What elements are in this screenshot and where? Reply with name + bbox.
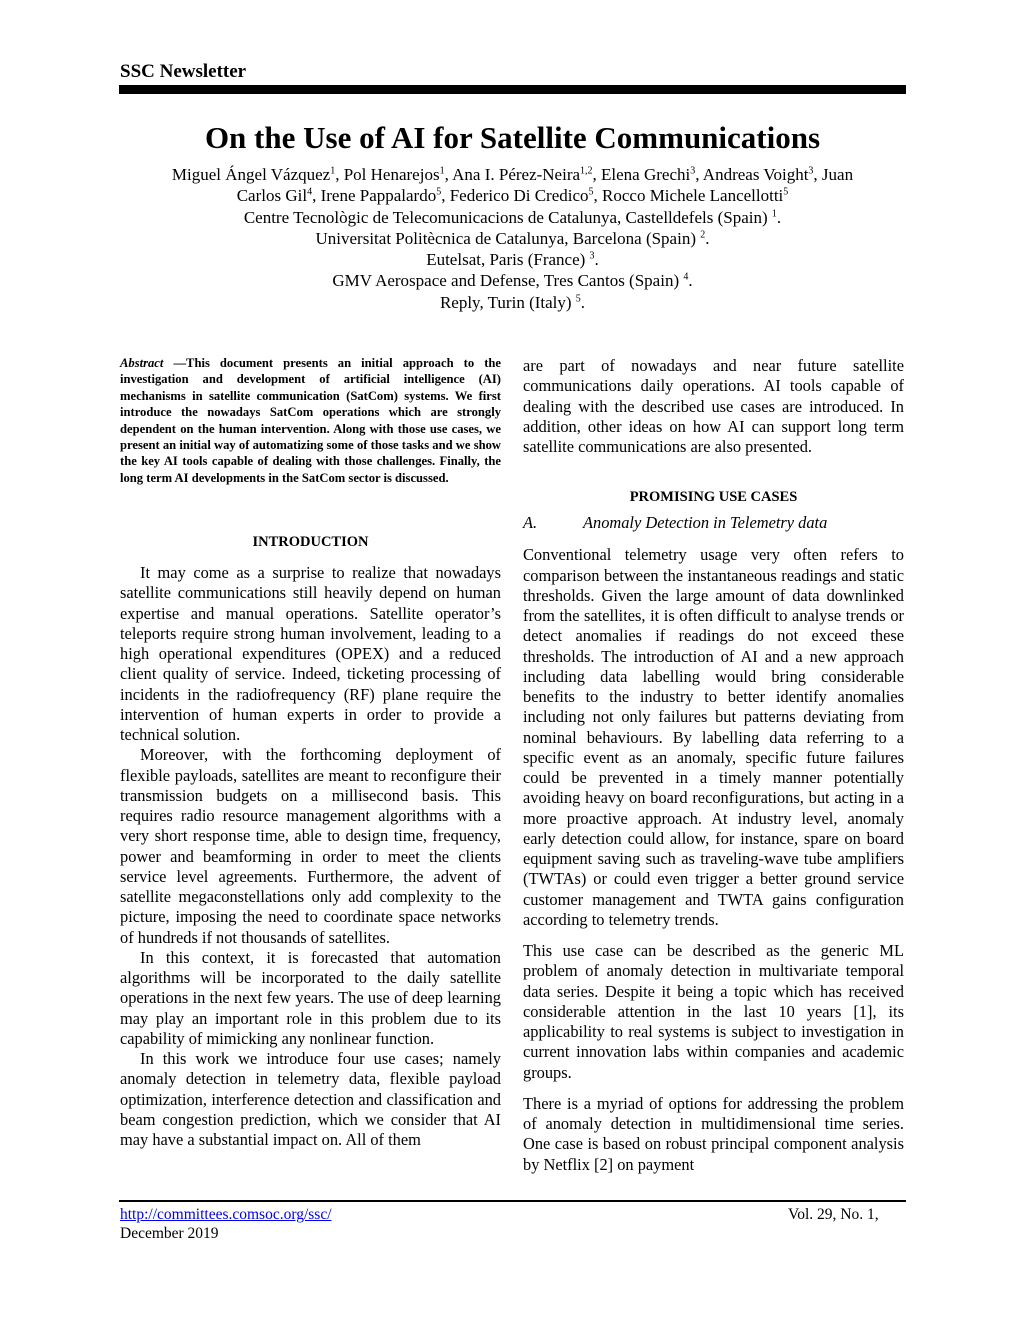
author-block [119,164,906,313]
issue-date: December 2019 [120,1225,219,1242]
body-paragraph: This use case can be described as the generic ML problem of anomaly detection in multivariate temporal data series. Despite it being a topic which has received considerable attention in the last 10 years [1], its applicability to real systems is subject to investigation in current innovation labs within companies and academic groups. [523,941,904,1082]
affiliation-end: . [688,271,693,291]
body-paragraph: are part of nowadays and near future satellite communications daily operations. AI tools capable of dealing with the described use cases are introduced. In addition, other ideas on how AI can support long term satellite communications are also presented. [523,356,904,456]
body-paragraph: Moreover, with the forthcoming deployment of flexible payloads, satellites are meant to reconfigure their transmission budgets on a millisecond basis. This requires radio resource management algorithms with a very short response time, able to design time, frequency, power and beamforming in order to meet the clients service level agreements. Furthermore, the advent of satellite megaconstellations only add complexity to the picture, imposing the need to coordinate space networks of hundreds if not thousands of satellites. [120,745,501,947]
affiliation-mark: 4 [683,271,689,283]
authors-line-2 [119,185,906,206]
affiliation-text: Universitat Politècnica de Catalunya, Barcelona (Spain) [315,228,701,248]
author-name: , Andreas Voight [695,165,809,184]
affiliation-mark: 1 [330,165,336,177]
affiliation-mark: 5 [436,186,442,198]
abstract [120,355,501,486]
affiliation-end: . [705,228,710,248]
authors-line-1 [119,164,906,185]
newsletter-name: SSC Newsletter [120,61,247,82]
footer-rule [119,1200,906,1202]
affiliation-mark: 5 [575,293,581,305]
affiliation-end: . [594,250,599,270]
left-column [120,563,501,1150]
subsection-title: Anomaly Detection in Telemetry data [583,513,828,533]
author-name: , Rocco Michele Lancellotti [593,186,784,206]
affiliation-mark: 4 [307,186,313,198]
body-paragraph: In this context, it is forecasted that automation algorithms will be incorporated to the daily satellite operations in the next few years. The use of deep learning may play an important role in this problem due to its capability of mimicking any nonlinear function. [120,947,501,1048]
affiliation-text: Reply, Turin (Italy) [439,292,576,312]
author-name: Miguel Ángel Vázquez [171,165,331,184]
committee-link[interactable]: http://committees.comsoc.org/ssc/ [120,1206,332,1223]
affiliation-mark: 5 [783,186,789,198]
affiliation-mark: 3 [690,165,696,177]
subsection-heading [523,512,904,534]
affiliation [119,292,906,313]
right-column [523,356,904,1175]
paper-title: On the Use of AI for Satellite Communications [204,120,821,155]
header-rule [119,85,906,94]
affiliation [119,249,906,270]
subsection-number: A. [523,513,538,533]
affiliation-text: GMV Aerospace and Defense, Tres Cantos (Spain) [332,271,684,291]
volume-number: Vol. 29, No. 1, [788,1206,879,1223]
body-paragraph: Conventional telemetry usage very often refers to comparison between the instantaneous readings and static thresholds. Given the large amount of data downlinked from the satellites, it is often difficult to analyse trends or detect anomalies if readings do not exceed these thresholds. The introduction of AI and a new approach including data labelling would bring considerable benefits to the industry to better identify anomalies including not only failures but patterns deviating from nominal behaviours. By labelling data referring to a specific event as an anomaly, specific future failures could be prevented in a timely manner potentially avoiding heavy on board reconfigurations, but acting in a more proactive approach. At industry level, anomaly early detection could allow, for instance, spare on board equipment saving such as traveling-wave tube amplifiers (TWTAs) or could even trigger a better ground service customer management and TWTA gains configuration according to telemetry trends. [523,545,904,929]
use-cases-heading: PROMISING USE CASES [629,489,798,506]
author-name: , Pol Henarejos [335,165,440,184]
introduction-heading: INTRODUCTION [252,534,369,550]
affiliation-text: Centre Tecnològic de Telecomunicacions de Catalunya, Castelldefels (Spain) [243,207,772,227]
author-name: , Irene Pappalardo [312,186,437,206]
affiliation-mark: 2 [700,229,706,241]
affiliation [119,228,906,249]
author-name: , Elena Grechi [592,165,691,184]
author-name: , Federico Di Credico [441,186,589,206]
affiliation-mark: 1,2 [580,165,593,177]
affiliation-mark: 3 [589,250,595,262]
author-name: Carlos Gil [236,186,308,206]
abstract-text: —This document presents an initial approach to the investigation and development of artificial intelligence (AI) mechanisms in satellite communication (SatCom) systems. We first introduce the nowadays SatCom operations which are strongly dependent on the human intervention. Along with those use cases, we present an initial way of automatizing some of those tasks and we show the key AI tools capable of dealing with those challenges. Finally, the long term AI developments in the SatCom sector is discussed. [120,356,501,485]
affiliation-mark: 5 [588,186,594,198]
affiliation-mark: 1 [439,165,445,177]
affiliation-mark: 1 [771,207,777,219]
author-name: , Juan [813,165,854,184]
affiliation [119,270,906,291]
body-paragraph: It may come as a surprise to realize that nowadays satellite communications still heavily depend on human expertise and manual operations. Satellite operator’s teleports require strong human involvement, leading to a high operational expenditures (OPEX) and a reduced client quality of service. Indeed, ticketing processing of incidents in the radiofrequency (RF) plane require the intervention of human experts in order to provide a technical solution. [120,563,501,744]
affiliation-text: Eutelsat, Paris (France) [426,250,590,270]
body-paragraph: In this work we introduce four use cases; namely anomaly detection in telemetry data, flexible payload optimization, interference detection and classification and beam congestion prediction, which we consider that AI may have a substantial impact on. All of them [120,1049,501,1149]
affiliation-mark: 3 [808,165,814,177]
author-name: , Ana I. Pérez-Neira [444,165,581,184]
affiliation [119,207,906,228]
affiliation-end: . [776,207,782,227]
body-paragraph: There is a myriad of options for addressing the problem of anomaly detection in multidimensional time series. One case is based on robust principal component analysis by Netflix [2] on payment [523,1093,904,1174]
abstract-label: Abstract [120,356,164,370]
affiliation-end: . [580,292,586,312]
